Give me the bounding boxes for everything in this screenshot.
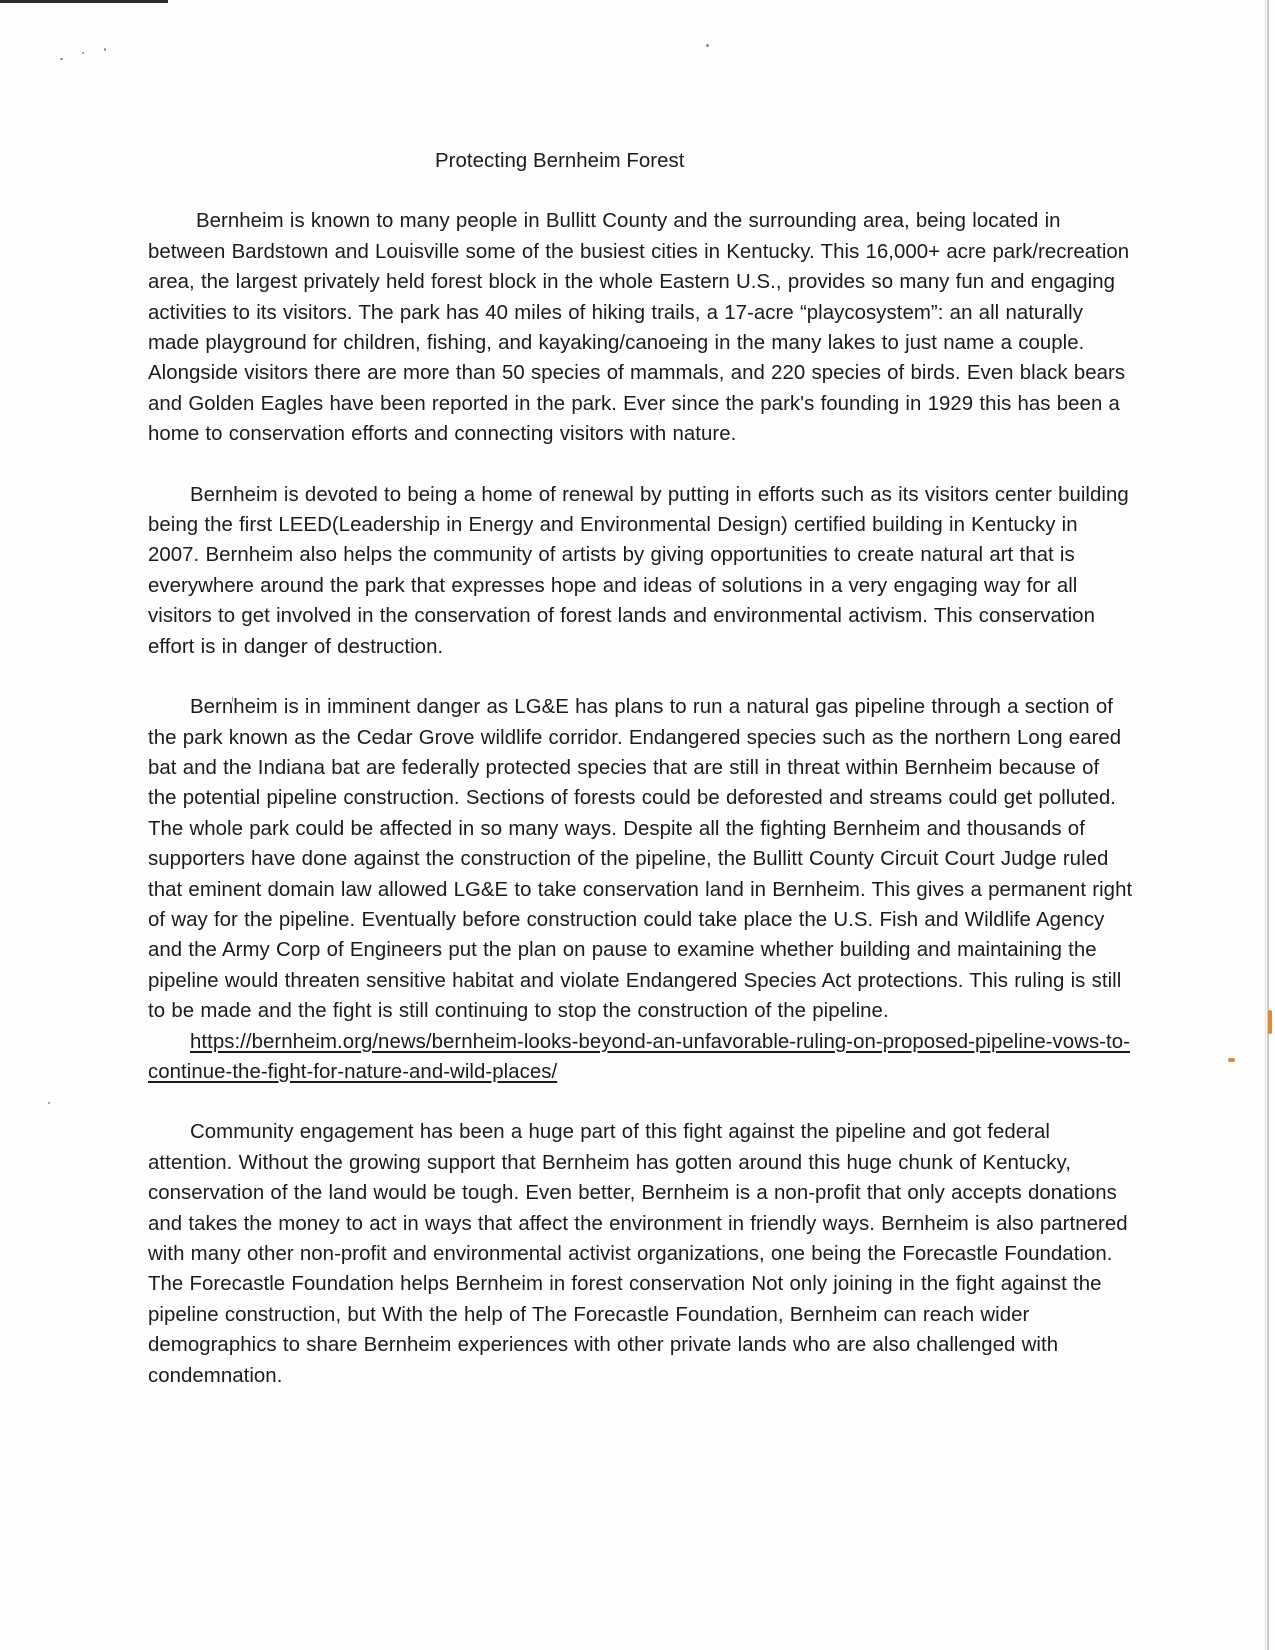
scan-right-edge xyxy=(1267,0,1269,1650)
document-title: Protecting Bernheim Forest xyxy=(435,150,685,172)
scan-speck xyxy=(706,44,709,47)
essay-body xyxy=(148,146,1133,1421)
paragraph-pipeline xyxy=(148,692,1133,1087)
scan-speck xyxy=(48,1102,50,1104)
scan-color-mark xyxy=(1228,1058,1235,1062)
source-link[interactable]: https://bernheim.org/news/bernheim-looks-beyond-an-unfavorable-ruling-on-proposed-pipeline-vows-to-continue-the-fight-for-nature-and-wild-places/ xyxy=(148,1030,1131,1083)
scan-speck xyxy=(60,58,63,60)
paragraph-pipeline-text: Bernheim is in imminent danger as LG&E has plans to run a natural gas pipeline through a section of the park known as the Cedar Grove wildlife corridor. Endangered species such as the northern Long eared bat and the Indiana bat are federally protected species that are still in threat within Bernheim because of the potential pipeline construction. Sections of forests could be deforested and streams could get polluted. The whole park could be affected in so many ways. Despite all the fighting Bernheim and thousands of supporters have done against the construction of the pipeline, the Bullitt County Circuit Court Judge ruled that eminent domain law allowed LG&E to take conservation land in Bernheim. This gives a permanent right of way for the pipeline. Eventually before construction could take place the U.S. Fish and Wildlife Agency and the Army Corp of Engineers put the plan on pause to examine whether building and maintaining the pipeline would threaten sensitive habitat and violate Endangered Species Act protections. This ruling is still to be made and the fight is still continuing to stop the construction of the pipeline. xyxy=(148,696,1133,1023)
paragraph-renewal: Bernheim is devoted to being a home of renewal by putting in efforts such as its visitors center building being the first LEED(Leadership in Energy and Environmental Design) certified building in Kentucky in 2007. Bernheim also helps the community of artists by giving opportunities to create natural art that is everywhere around the park that expresses hope and ideas of solutions in a very engaging way for all visitors to get involved in the conservation of forest lands and environmental activism. This conservation effort is in danger of destruction. xyxy=(148,483,1129,658)
scan-speck xyxy=(104,48,106,51)
scan-color-mark xyxy=(1268,1010,1272,1034)
paragraph-intro: Bernheim is known to many people in Bullitt County and the surrounding area, being located in between Bardstown and Louisville some of the busiest cities in Kentucky. This 16,000+ acre park/recreation area, the largest privately held forest block in the whole Eastern U.S., provides so many fun and engaging activities to its visitors. The park has 40 miles of hiking trails, a 17-acre “playcosystem”: an all naturally made playground for children, fishing, and kayaking/canoeing in the many lakes to just name a couple. Alongside visitors there are more than 50 species of mammals, and 220 species of birds. Even black bears and Golden Eagles have been reported in the park. Ever since the park's founding in 1929 this has been a home to conservation efforts and connecting visitors with nature. xyxy=(148,210,1130,446)
scan-edge-mark xyxy=(0,0,168,3)
paragraph-community: Community engagement has been a huge part of this fight against the pipeline and got federal attention. Without the growing support that Bernheim has gotten around this huge chunk of Kentucky, conservation of the land would be tough. Even better, Bernheim is a non-profit that only accepts donations and takes the money to act in ways that affect the environment in friendly ways. Bernheim is also partnered with many other non-profit and environmental activist organizations, one being the Forecastle Foundation. The Forecastle Foundation helps Bernheim in forest conservation Not only joining in the fight against the pipeline construction, but With the help of The Forecastle Foundation, Bernheim can reach wider demographics to share Bernheim experiences with other private lands who are also challenged with condemnation. xyxy=(148,1121,1128,1387)
scan-speck xyxy=(82,52,84,54)
scan-right-edge-shadow xyxy=(1265,0,1266,1650)
